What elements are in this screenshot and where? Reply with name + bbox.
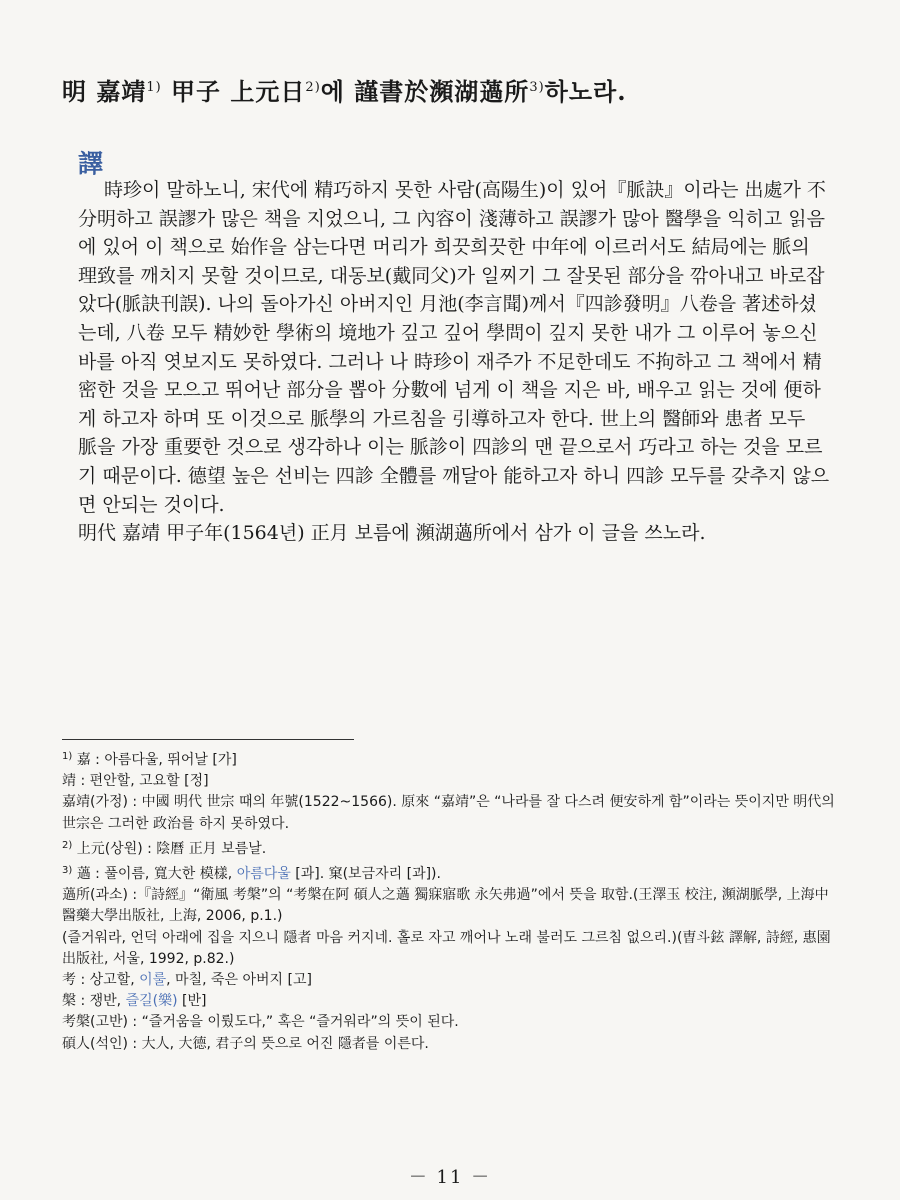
header-text-3: 에 謹書於瀕湖薖所 (320, 77, 530, 106)
footnote-3-l5-text-a: 槃 : 쟁반, (62, 993, 126, 1010)
footnote-1-line-2: 靖 : 편안할, 고요할 [정] (62, 773, 209, 790)
page-number: － 11 － (408, 1167, 492, 1188)
footnote-ref-3[interactable]: 3) (529, 80, 545, 95)
footnote-2-text: 上元(상원) : 陰曆 正月 보름날. (72, 840, 267, 857)
footnote-3-line-3: (즐거워라, 언덕 아래에 집을 지으니 隱者 마음 커지네. 홀로 자고 깨어나 노래 불러도 그르침 없으리.)(曺斗鉉 譯解, 詩經, 惠園出版社, 서울, 1992, p.82.) (62, 929, 831, 967)
footnote-3-l4-highlight: 이룰 (139, 972, 167, 989)
footnote-3-line-6: 考槃(고반) : “즐거움을 이뤘도다,” 혹은 “즐거워라”의 뜻이 된다. (62, 1014, 459, 1031)
footnote-3-l5-highlight: 즐길(樂) (125, 993, 178, 1010)
translation-paragraph-1: 時珍이 말하노니, 宋代에 精巧하지 못한 사람(高陽生)이 있어『脈訣』이라는 出處가 不分明하고 誤謬가 많은 책을 지었으니, 그 內容이 淺薄하고 誤謬가 많아 醫學을 익히고 읽음에 있어 이 책으로 始作을 삼는다면 머리가 희끗희끗한 中年에 이르러서도 結局에는 脈의 理致를 깨치지 못할 것이므로, 대동보(戴同父)가 일찌기 그 잘못된 部分을 깎아내고 바로잡았다(脈訣刊誤). 나의 돌아가신 아버지인 月池(李言聞)께서『四診發明』八卷을 著述하셨는데, 八卷 모두 精妙한 學術의 境地가 깊고 깊어 學問이 깊지 못한 내가 그 이루어 놓으신 바를 아직 엿보지도 못하였다. 그러나 나 時珍이 재주가 不足한데도 不拘하고 그 책에서 精密한 것을 모으고 뛰어난 部分을 뽑아 分數에 넘게 이 책을 지은 바, 배우고 읽는 것에 便하게 하고자 하며 또 이것으로 脈學의 가르침을 引導하고자 한다. 世上의 醫師와 患者 모두 脈을 가장 重要한 것으로 생각하나 이는 脈診이 四診의 맨 끝으로서 巧라고 하는 것을 모르기 때문이다. 德望 높은 선비는 四診 全體를 깨달아 能하고자 하니 四診 모두를 갖추지 않으면 안되는 것이다. (78, 179, 830, 516)
footnote-1 (62, 746, 842, 771)
footnote-3-l4-text-b: , 마칠, 죽은 아버지 [고] (166, 972, 312, 989)
footnote-3-line-7: 碩人(석인) : 大人, 大德, 君子의 뜻으로 어진 隱者를 이른다. (62, 1035, 429, 1052)
footnote-3-line-5 (62, 991, 842, 1012)
footnote-3-mark: 3) (62, 865, 73, 877)
translation-heading: 譯 (78, 149, 104, 178)
footnote-ref-1[interactable]: 1) (146, 80, 162, 95)
footnote-3-text-a: 薖 : 풀이름, 寬大한 模樣, (72, 866, 237, 883)
header-text-4: 하노라. (544, 77, 627, 106)
footnote-3-line-2: 薖所(과소) :『詩經』“衛風 考槃”의 “考槃在阿 碩人之薖 獨寐寤歌 永矢弗過”에서 뜻을 取함.(王澤玉 校注, 瀕湖脈學, 上海中醫藥大學出版社, 上海, 2006, p.1.) (62, 887, 829, 925)
footnote-1-line-3: 嘉靖(가정) : 中國 明代 世宗 때의 年號(1522~1566). 原來 “嘉靖”은 “나라를 잘 다스려 便安하게 함”이라는 뜻이지만 明代의 世宗은 그러한 政治를 하지 못하였다. (62, 794, 835, 832)
footnote-1-mark: 1) (62, 751, 73, 762)
footnote-3-text-b: [과]. 窠(보금자리 [과]). (290, 866, 441, 883)
header-text-1: 明 嘉靖 (62, 77, 147, 106)
translation-body (78, 176, 830, 548)
footnote-2 (62, 835, 842, 860)
footnotes (62, 746, 842, 1055)
footnote-3-highlight: 아름다울 (236, 866, 291, 883)
footnote-3-l4-text-a: 考 : 상고할, (62, 972, 140, 989)
preface-closing-line (62, 72, 862, 107)
footnote-ref-2[interactable]: 2) (305, 80, 321, 95)
header-text-2: 甲子 上元日 (161, 77, 306, 106)
footnote-divider (62, 739, 354, 740)
footnote-2-mark: 2) (62, 839, 73, 851)
translation-paragraph-2: 明代 嘉靖 甲子年(1564년) 正月 보름에 瀕湖薖所에서 삼가 이 글을 쓰노라. (78, 522, 706, 545)
footnote-3-line-4 (62, 970, 842, 991)
footnote-3 (62, 860, 842, 885)
footnote-3-l5-text-b: [반] (177, 993, 207, 1010)
footnote-1-text: 嘉 : 아름다울, 뛰어날 [가] (72, 752, 237, 768)
